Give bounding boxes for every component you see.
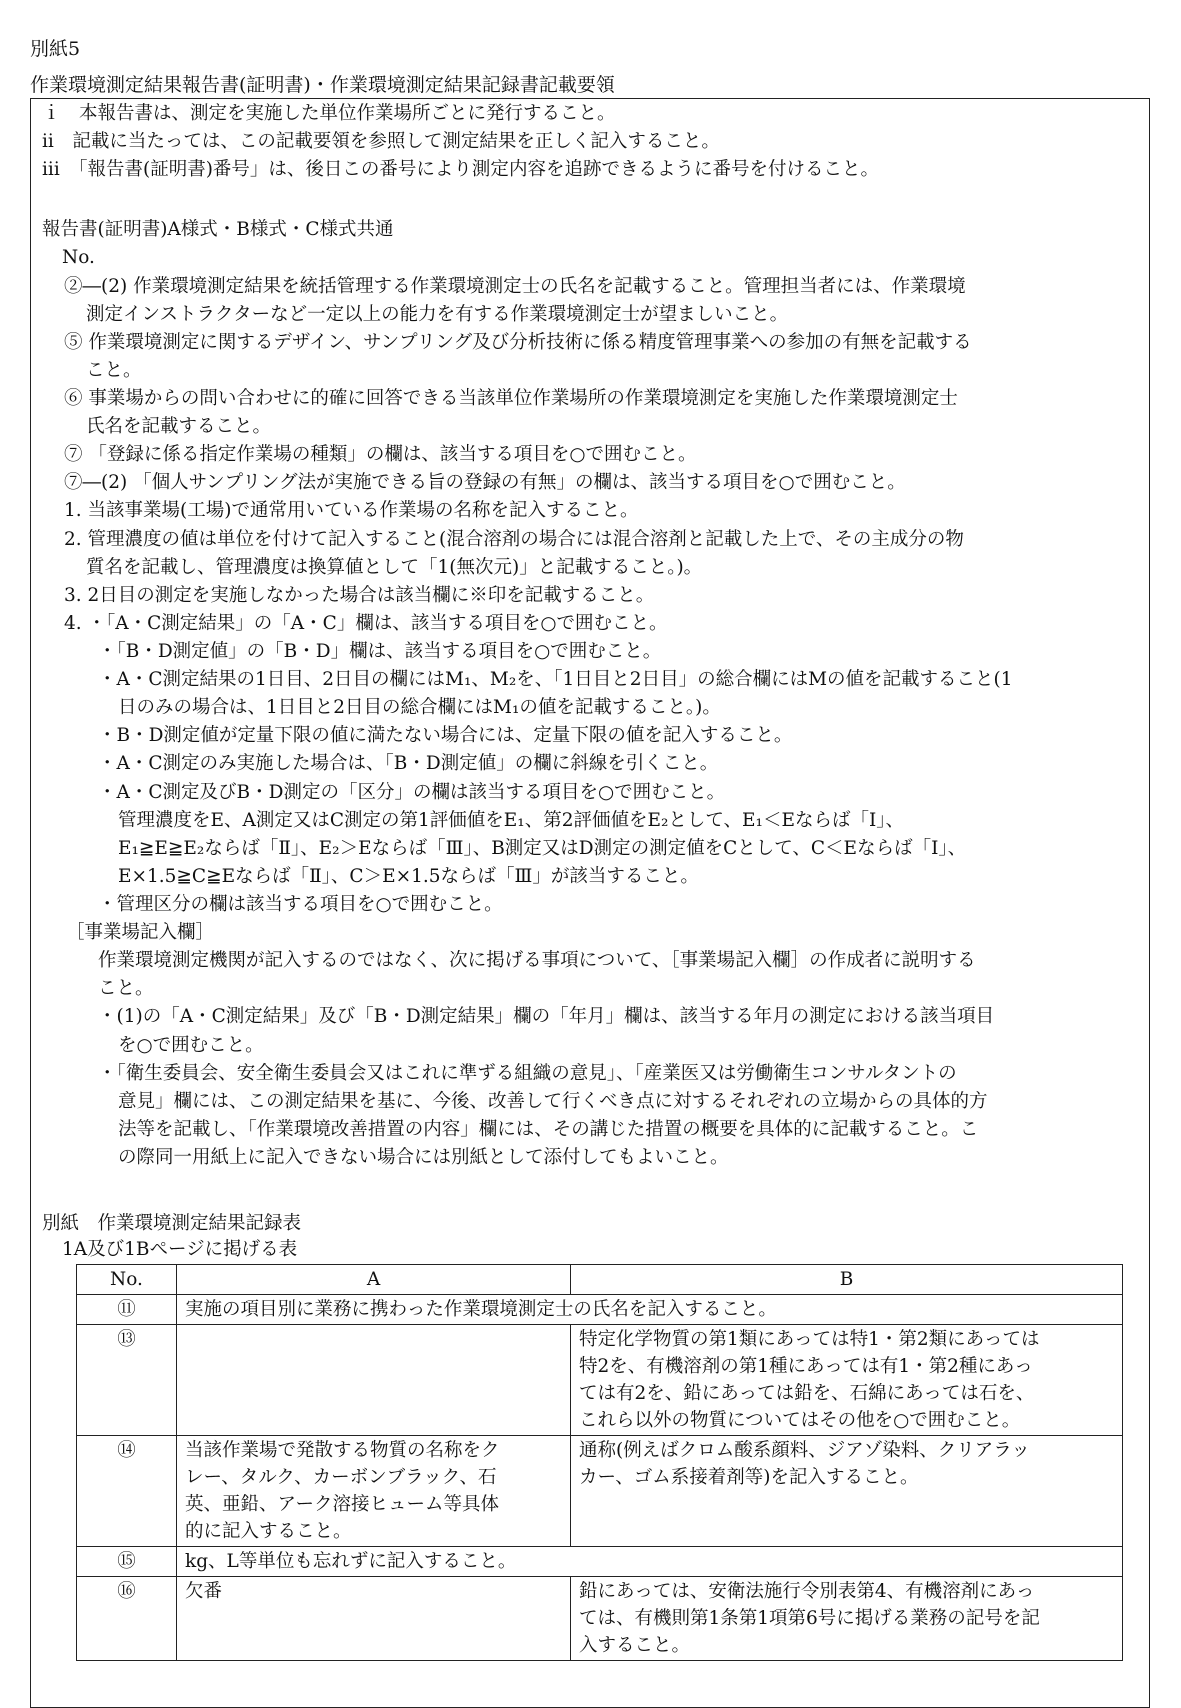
instruction-line: 管理濃度をE、A測定又はC測定の第1評価値をE₁、第2評価値をE₂として、E₁＜Eならば「Ⅰ」、 bbox=[118, 810, 905, 831]
instruction-line: 法等を記載し、「作業環境改善措置の内容」欄には、その講じた措置の概要を具体的に記載すること。こ bbox=[118, 1119, 979, 1140]
instruction-line: ②―(2) 作業環境測定結果を統括管理する作業環境測定士の氏名を記載すること。管理担当者には、作業環境 bbox=[64, 276, 966, 297]
record-table bbox=[76, 1264, 1122, 1661]
row-number: ⑮ bbox=[77, 1547, 177, 1577]
instruction-line: ・「衛生委員会、安全衛生委員会又はこれに準ずる組織の意見」、「産業医又は労働衛生コンサルタントの bbox=[98, 1063, 957, 1084]
table-row bbox=[77, 1325, 1123, 1436]
table-header-row bbox=[77, 1265, 1123, 1295]
table-cell: 鉛にあっては、安衛法施行令別表第4、有機溶剤にあっ ては、有機則第1条第1項第6号に掲げる業務の記号を記 入すること。 bbox=[571, 1577, 1123, 1661]
instruction-line: を○で囲むこと。 bbox=[118, 1035, 264, 1056]
column-header: B bbox=[571, 1265, 1123, 1295]
instruction-line: こと。 bbox=[86, 360, 142, 381]
instruction-line: ・A・C測定結果の1日目、2日目の欄にはM₁、M₂を、「1日目と2日目」の総合欄にはMの値を記載すること(1 bbox=[98, 669, 1013, 690]
instruction-line: ・B・D測定値が定量下限の値に満たない場合には、定量下限の値を記入すること。 bbox=[98, 725, 793, 746]
instruction-line: ・「B・D測定値」の「B・D」欄は、該当する項目を○で囲むこと。 bbox=[98, 641, 662, 662]
table-row bbox=[77, 1547, 1123, 1577]
table-cell: 当該作業場で発散する物質の名称をク レー、タルク、カーボンブラック、石 英、亜鉛、アーク溶接ヒューム等具体 的に記入すること。 bbox=[177, 1436, 571, 1547]
section-heading: 別紙 作業環境測定結果記録表 bbox=[42, 1213, 302, 1234]
instruction-line: ［事業場記入欄］ bbox=[66, 922, 215, 943]
table-cell: 通称(例えばクロム酸系顔料、ジアゾ染料、クリアラッ カー、ゴム系接着剤等)を記入すること。 bbox=[571, 1436, 1123, 1547]
table-cell: kg、L等単位も忘れずに記入すること。 bbox=[177, 1547, 1123, 1577]
instruction-line: ・A・C測定のみ実施した場合は、「B・D測定値」の欄に斜線を引くこと。 bbox=[98, 753, 719, 774]
instruction-line: ・A・C測定及びB・D測定の「区分」の欄は該当する項目を○で囲むこと。 bbox=[98, 782, 726, 803]
table-row bbox=[77, 1295, 1123, 1325]
instruction-line: 氏名を記載すること。 bbox=[86, 416, 272, 437]
instruction-line: 作業環境測定機関が記入するのではなく、次に掲げる事項について、［事業場記入欄］の作成者に説明する bbox=[98, 950, 976, 971]
column-header: A bbox=[177, 1265, 571, 1295]
instruction-line: ｉ 本報告書は、測定を実施した単位作業場所ごとに発行すること。 bbox=[42, 103, 616, 124]
table-cell bbox=[177, 1325, 571, 1436]
instruction-line: 2. 管理濃度の値は単位を付けて記入すること(混合溶剤の場合には混合溶剤と記載した上で、その主成分の物 bbox=[64, 529, 964, 550]
row-number: ⑯ bbox=[77, 1577, 177, 1661]
table-cell: 実施の項目別に業務に携わった作業環境測定士の氏名を記入すること。 bbox=[177, 1295, 1123, 1325]
instruction-line: ii 記載に当たっては、この記載要領を参照して測定結果を正しく記入すること。 bbox=[42, 131, 720, 152]
instruction-line: ⑦ 「登録に係る指定作業場の種類」の欄は、該当する項目を○で囲むこと。 bbox=[64, 444, 697, 465]
section-heading: 報告書(証明書)A様式・B様式・C様式共通 bbox=[42, 219, 394, 240]
table-cell: 欠番 bbox=[177, 1577, 571, 1661]
document-label: 別紙5 bbox=[30, 38, 81, 60]
column-header: No. bbox=[77, 1265, 177, 1295]
section-heading: 1A及び1Bページに掲げる表 bbox=[62, 1239, 298, 1260]
row-number: ⑪ bbox=[77, 1295, 177, 1325]
instruction-line: の際同一用紙上に記入できない場合には別紙として添付してもよいこと。 bbox=[118, 1147, 729, 1168]
row-number: ⑬ bbox=[77, 1325, 177, 1436]
instruction-line: 測定インストラクターなど一定以上の能力を有する作業環境測定士が望ましいこと。 bbox=[86, 304, 789, 325]
instruction-line: ・管理区分の欄は該当する項目を○で囲むこと。 bbox=[98, 894, 503, 915]
instruction-line: ・(1)の「A・C測定結果」及び「B・D測定結果」欄の「年月」欄は、該当する年月の測定における該当項目 bbox=[98, 1006, 995, 1027]
instruction-line: ⑥ 事業場からの問い合わせに的確に回答できる当該単位作業場所の作業環境測定を実施した作業環境測定士 bbox=[64, 388, 958, 409]
instruction-line: ⑤ 作業環境測定に関するデザイン、サンプリング及び分析技術に係る精度管理事業への参加の有無を記載する bbox=[64, 332, 972, 353]
instruction-line: こと。 bbox=[98, 978, 154, 999]
instruction-line: E×1.5≧C≧Eならば「Ⅱ」、C＞E×1.5ならば「Ⅲ」が該当すること。 bbox=[118, 866, 699, 887]
instruction-line: iii 「報告書(証明書)番号」は、後日この番号により測定内容を追跡できるように番号を付けること。 bbox=[42, 159, 879, 180]
row-number: ⑭ bbox=[77, 1436, 177, 1547]
table-row bbox=[77, 1436, 1123, 1547]
table-row bbox=[77, 1577, 1123, 1661]
instruction-line: 4. ・「A・C測定結果」の「A・C」欄は、該当する項目を○で囲むこと。 bbox=[64, 613, 668, 634]
document-title: 作業環境測定結果報告書(証明書)・作業環境測定結果記録書記載要領 bbox=[30, 74, 615, 96]
instruction-line: 1. 当該事業場(工場)で通常用いている作業場の名称を記入すること。 bbox=[64, 500, 639, 521]
instruction-line: ⑦―(2) 「個人サンプリング法が実施できる旨の登録の有無」の欄は、該当する項目を○で囲むこと。 bbox=[64, 472, 906, 493]
table-cell: 特定化学物質の第1類にあっては特1・第2類にあっては 特2を、有機溶剤の第1種にあっては有1・第2種にあっ ては有2を、鉛にあっては鉛を、石綿にあっては石を、 これら以外の物質についてはその他を○で囲むこと。 bbox=[571, 1325, 1123, 1436]
instruction-line: E₁≧E≧E₂ならば「Ⅱ」、E₂＞Eならば「Ⅲ」、B測定又はD測定の測定値をCとして、C＜Eならば「Ⅰ」、 bbox=[118, 838, 967, 859]
instruction-line: 意見」欄には、この測定結果を基に、今後、改善して行くべき点に対するそれぞれの立場からの具体的方 bbox=[118, 1091, 988, 1112]
instruction-line: 質名を記載し、管理濃度は換算値として「1(無次元)」と記載すること。)。 bbox=[86, 557, 703, 578]
instruction-line: 日のみの場合は、1日目と2日目の総合欄にはM₁の値を記載すること。)。 bbox=[118, 697, 721, 718]
instruction-line: 3. 2日目の測定を実施しなかった場合は該当欄に※印を記載すること。 bbox=[64, 585, 655, 606]
instruction-line: No. bbox=[62, 247, 95, 268]
